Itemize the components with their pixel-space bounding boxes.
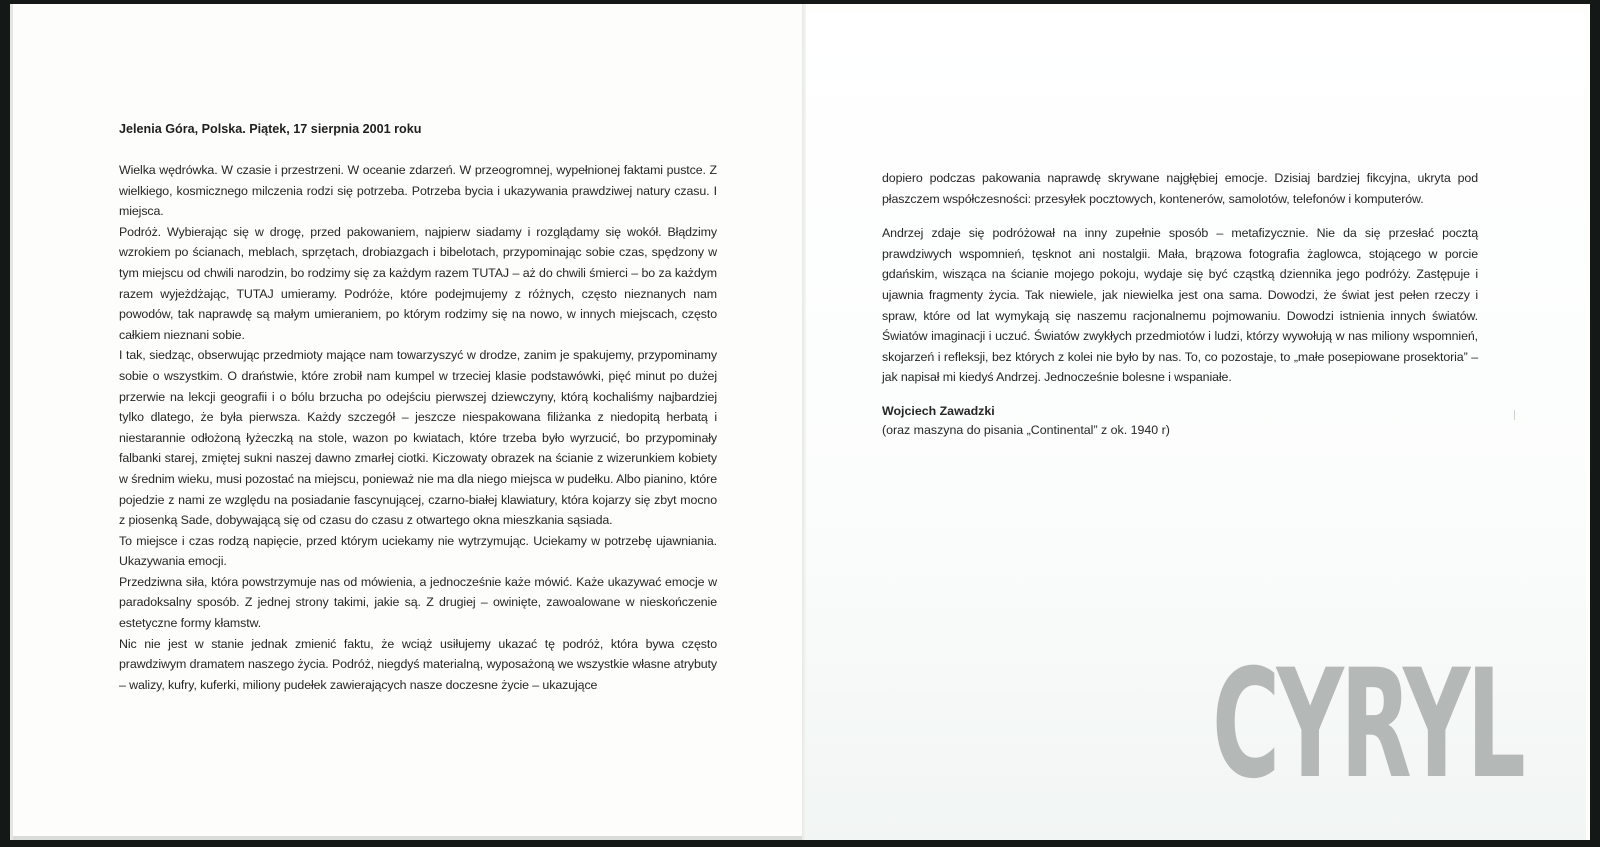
paragraph: Andrzej zdaje się podróżował na inny zupełnie sposób – metafizycznie. Nie da się przesłać pocztą prawdziwych wspomnień, tęsknot ani nostalgii. Mała, brązowa fotografia żaglowca, stojącego w porcie gdańskim, wisząca na ścianie mojego pokoju, wydaje się być cząstką dziennika jego podróży. Zastępuje i ujawnia fragmenty życia. Tak niewiele, jak niewielka jest ona sama. Dowodzi, że świat jest pełen rzeczy i spraw, które od lat wymykają się naszemu racjonalnemu pojmowaniu. Dowodzi istnienia innych światów. Światów imaginacji i uczuć. Światów zwykłych przedmiotów i ludzi, którzy wywołują w nas miliony wspomnień, skojarzeń i refleksji, bez których z kolei nie było by nas. To, co pozostaje, to „małe posepiowane prosektoria” – jak napisał mi kiedyś Andrzej. Jednocześnie bolesne i wspaniałe.: [882, 226, 1478, 385]
paragraph: I tak, siedząc, obserwując przedmioty mające nam towarzyszyć w drodze, zanim je spakujemy, przypominamy sobie o wszystkim. O draństwie, które zrobił nam kumpel w trzeciej klasie podstawówki, pięć minut po dużej przerwie na lekcji geografii i o bólu brzucha po odejściu pierwszej dziewczyny, którą kochaliśmy najbardziej tylko dlatego, że była pierwsza. Każdy szczegół – jeszcze niespakowana filiżanka z niedopitą herbatą i niestarannie odłożoną łyżeczką na stole, wazon po kwiatach, które trzeba było wyrzucić, bo przypominały falbanki starej, zmiętej sukni naszej dawno zmarłej ciotki. Kiczowaty obrazek na ścianie z wizerunkiem kobiety w średnim wieku, musi pozostać na miejscu, ponieważ nie ma dla niego miejsca w pudełku. Albo pianino, które pojedzie z nami ze względu na posiadanie fascynującej, czarno-białej klawiatury, która kojarzy się zbyt mocno z piosenką Sade, dobywającą się od czasu do czasu z otwartego okna mieszkania sąsiada.: [119, 348, 717, 528]
paragraph: Wielka wędrówka. W czasie i przestrzeni. W oceanie zdarzeń. W przeogromnej, wypełnionej faktami pustce. Z wielkiego, kosmicznego milczenia rodzi się potrzeba. Potrzeba bycia i ukazywania prawdziwej natury czasu. I miejsca.: [119, 163, 717, 219]
paragraph: To miejsce i czas rodzą napięcie, przed którym uciekamy nie wytrzymując. Uciekamy w potrzebę ujawniania. Ukazywania emocji.: [119, 533, 717, 569]
author-note: (oraz maszyna do pisania „Continental” z ok. 1940 r): [882, 422, 1170, 437]
right-page-body: [882, 168, 1478, 388]
left-page: [10, 4, 802, 840]
page-edge: [13, 836, 805, 840]
paragraph: Nic nie jest w stanie jednak zmienić faktu, że wciąż usiłujemy ukazać tę podróż, która bywa często prawdziwym dramatem naszego życia. Podróż, niegdyś materialną, wyposażoną we wszystkie własne atrybuty – walizy, kufry, kuferki, miliony pudełek zawierających nasze doczesne życie – ukazujące: [119, 636, 717, 692]
left-page-body: [119, 160, 717, 695]
paragraph: dopiero podczas pakowania naprawdę skrywane najgłębiej emocje. Dzisiaj bardziej fikcyjna, ukryta pod płaszczem współczesności: przesyłek pocztowych, kontenerów, samolotów, telefonów i komputerów.: [882, 171, 1478, 206]
signature-block: [882, 402, 1478, 440]
paragraph: Podróż. Wybierając się w drogę, przed pakowaniem, najpierw siadamy i rozglądamy się wokół. Błądzimy wzrokiem po ścianach, meblach, sprzętach, drobiazgach i bibelotach, przypominając sobie czas, spędzony w tym miejscu od chwili narodzin, bo rodzimy się za każdym razem TUTAJ – aż do chwili śmierci – bo za każdym razem wyjeżdżając, TUTAJ umieramy. Podróże, które podejmujemy z różnych, często nieznanych nam powodów, tak naprawdę są małym umieraniem, po którym rodzimy się na nowo, w innych miejscach, często całkiem nieznani sobie.: [119, 224, 717, 342]
cyryl-watermark-logo: CYRYL: [1212, 638, 1523, 812]
right-page-column: [882, 168, 1478, 440]
author-name: Wojciech Zawadzki: [882, 403, 995, 418]
page-heading: Jelenia Góra, Polska. Piątek, 17 sierpnia 2001 roku: [119, 122, 422, 136]
page-mark: [1514, 410, 1515, 420]
paragraph: Przedziwna siła, która powstrzymuje nas od mówienia, a jednocześnie każe mówić. Każe ukazywać emocje w paradoksalny sposób. Z jednej strony takimi, jakie są. Z drugiej – owinięte, zawoalowane w nieskończenie estetyczne formy kłamstw.: [119, 574, 717, 631]
